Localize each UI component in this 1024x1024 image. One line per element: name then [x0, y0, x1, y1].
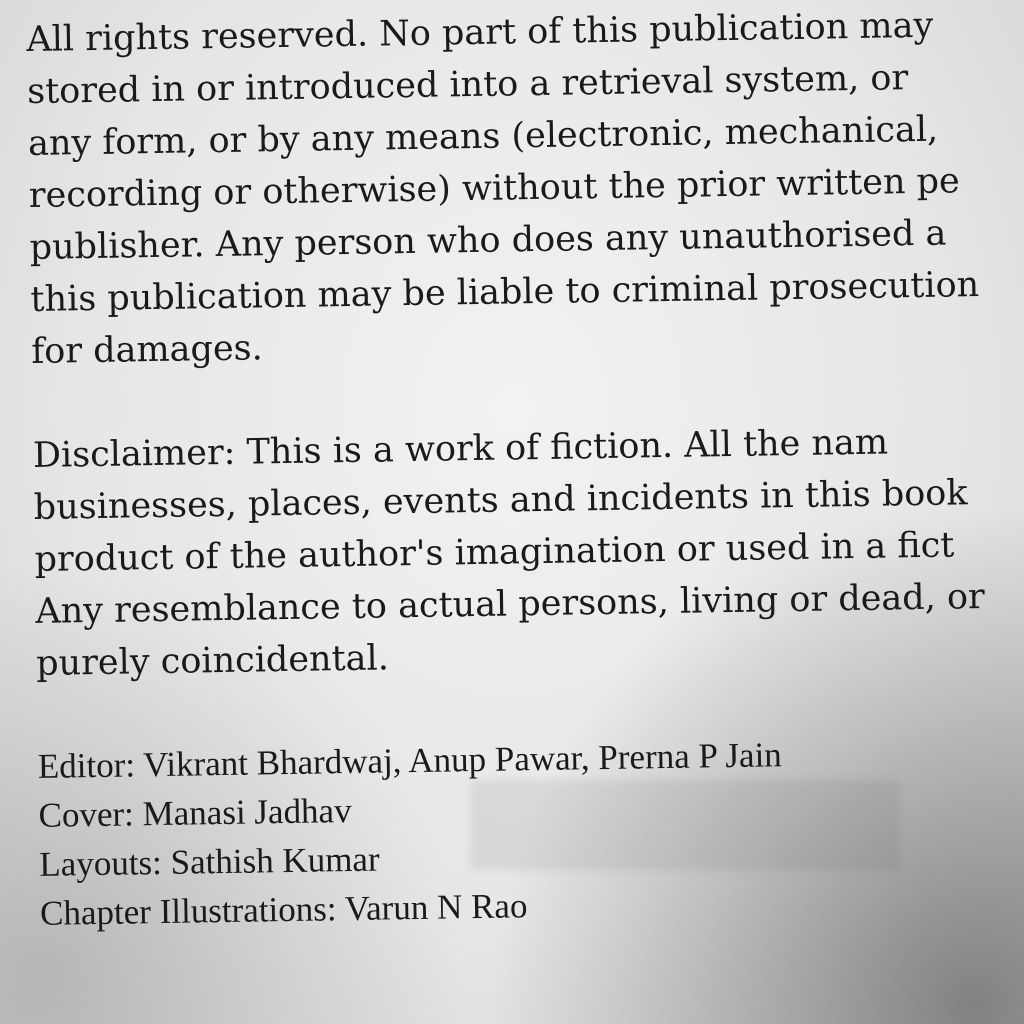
credits-block	[37, 725, 1024, 938]
cover-credit: Cover: Manasi Jadhav	[38, 790, 352, 835]
rights-line: publisher. Any person who does any unauthorised a	[29, 213, 947, 268]
rights-line: any form, or by any means (electronic, mechanical,	[27, 109, 939, 164]
illustrations-credit: Chapter Illustrations: Varun N Rao	[39, 886, 528, 933]
rights-line: this publication may be liable to criminal prosecution	[30, 265, 980, 320]
copyright-page-text	[26, 0, 1024, 938]
rights-line: All rights reserved. No part of this publication may	[26, 5, 934, 60]
disclaimer-line: purely coincidental.	[35, 638, 390, 684]
rights-line: for damages.	[30, 328, 264, 372]
disclaimer-paragraph	[33, 413, 1024, 690]
disclaimer-line: product of the author's imagination or used in a fict	[34, 525, 955, 580]
editor-credit: Editor: Vikrant Bhardwaj, Anup Pawar, Prerna P Jain	[37, 735, 783, 786]
rights-line: recording or otherwise) without the prior written pe	[28, 161, 961, 216]
disclaimer-line: Disclaimer: This is a work of fiction. All the nam	[32, 422, 889, 476]
layouts-credit: Layouts: Sathish Kumar	[39, 839, 380, 884]
rights-line: stored in or introduced into a retrieval system, or	[26, 58, 909, 112]
disclaimer-line: Any resemblance to actual persons, living or dead, or	[35, 577, 986, 632]
rights-paragraph	[26, 0, 1024, 378]
disclaimer-line: businesses, places, events and incidents in this book	[33, 473, 968, 528]
